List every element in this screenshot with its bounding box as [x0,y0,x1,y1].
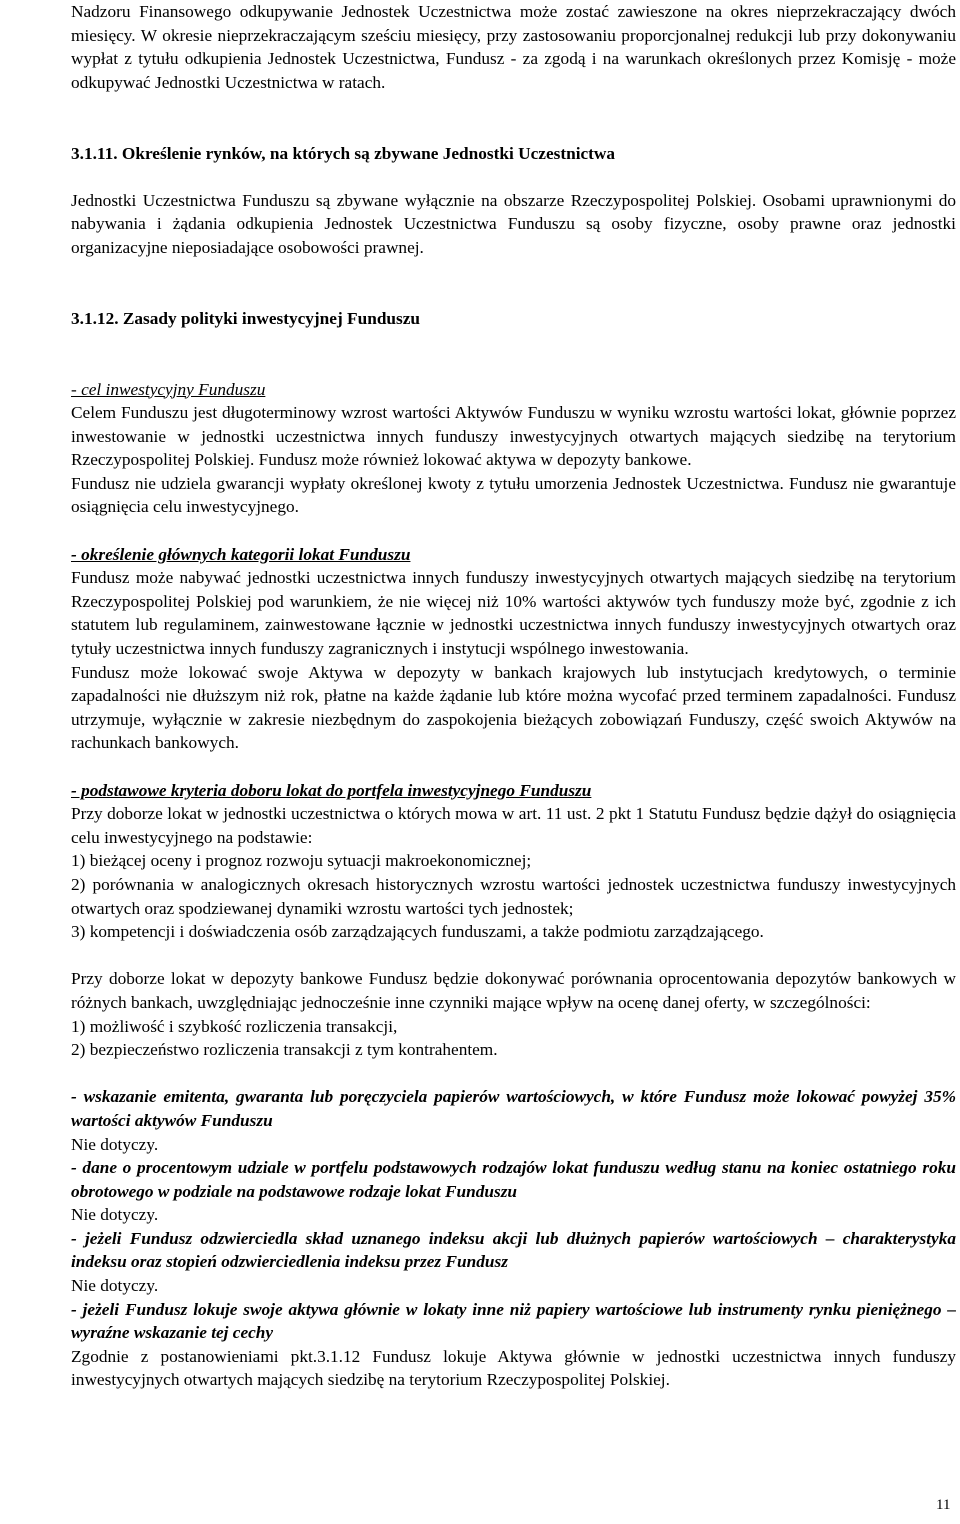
document-page [71,0,956,1392]
section-3-1-11-text: Jednostki Uczestnictwa Funduszu są zbywane wyłącznie na obszarze Rzeczypospolitej Polskiej. Osobami uprawnionymi do nabywania i żądania odkupienia Jednostek Uczestnictwa Funduszu są osoby fizyczne, osoby prawne oraz jednostki organizacyjne nieposiadające osobowości prawnej. [71,190,956,257]
kryteria-item: 1) bieżącej oceny i prognoz rozwoju sytuacji makroekonomicznej; [71,851,532,871]
indeks-title: - jeżeli Fundusz odzwierciedla skład uznanego indeksu akcji lub dłużnych papierów wartościowych – charakterystyka indeksu oraz stopień odzwierciedlenia indeksu przez Fundusz [71,1228,956,1272]
kryteria-paragraph-2: Przy doborze lokat w depozyty bankowe Fundusz będzie dokonywać porównania oprocentowania depozytów bankowych w różnych bankach, uwzględniając jednocześnie inne czynniki mające wpływ na ocenę danej oferty, w szczególności: [71,969,956,1012]
section-3-1-11-heading: 3.1.11. Określenie rynków, na których są zbywane Jednostki Uczestnictwa [71,143,616,163]
kryteria-item-2: 2) bezpieczeństwo rozliczenia transakcji z tym kontrahentem. [71,1040,498,1060]
cel-paragraph-1: Celem Funduszu jest długoterminowy wzrost wartości Aktywów Funduszu w wyniku wzrostu wartości lokat, głównie poprzez inwestowanie w jednostki uczestnictwa innych funduszy inwestycyjnych otwartych mających siedzibę na terytorium Rzeczypospolitej Polskiej. Fundusz może również lokować aktywa w depozyty bankowe. [71,403,956,470]
kryteria-item: 3) kompetencji i doświadczenia osób zarządzających funduszami, a także podmiotu zarządzającego. [71,922,764,942]
kryteria-title: - podstawowe kryteria doboru lokat do portfela inwestycyjnego Funduszu [71,780,592,800]
page-number: 11 [936,1497,951,1513]
intro-paragraph: Nadzoru Finansowego odkupywanie Jednostek Uczestnictwa może zostać zawieszone na okres nieprzekraczający dwóch miesięcy. W okresie nieprzekraczającym sześciu miesięcy, przy zastosowaniu proporcjonalnej redukcji lub przy dokonywaniu wypłat z tytułu odkupienia Jednostek Uczestnictwa, Fundusz - za zgodą i na warunkach określonych przez Komisję - może odkupywać Jednostki Uczestnictwa w ratach. [71,2,956,92]
indeks-text: Nie dotyczy. [71,1276,159,1296]
kategorie-title: - określenie głównych kategorii lokat Funduszu [71,544,411,564]
kryteria-item-2: 1) możliwość i szybkość rozliczenia transakcji, [71,1016,398,1036]
section-3-1-12-heading: 3.1.12. Zasady polityki inwestycyjnej Funduszu [71,308,421,328]
emitent-title: - wskazanie emitenta, gwaranta lub poręczyciela papierów wartościowych, w które Fundusz może lokować powyżej 35% wartości aktywów Funduszu [71,1087,956,1130]
emitent-text: Nie dotyczy. [71,1134,159,1154]
dane-text: Nie dotyczy. [71,1205,159,1225]
kategorie-paragraph-1: Fundusz może nabywać jednostki uczestnictwa innych funduszy inwestycyjnych otwartych mających siedzibę na terytorium Rzeczypospolitej Polskiej pod warunkiem, że nie więcej niż 10% wartości aktywów tych funduszy może być, zgodnie z ich statutem lub regulaminem, zainwestowane łącznie w jednostki uczestnictwa innych funduszy inwestycyjnych otwartych oraz tytuły uczestnictwa innych funduszy zagranicznych i instytucji wspólnego inwestowania. [71,568,956,659]
kryteria-paragraph-1: Przy doborze lokat w jednostki uczestnictwa o których mowa w art. 11 ust. 2 pkt 1 Statutu Fundusz będzie dążył do osiągnięcia celu inwestycyjnego na podstawie: [71,804,956,847]
cel-title: - cel inwestycyjny Funduszu [71,379,266,399]
lokaty-text: Zgodnie z postanowieniami pkt.3.1.12 Fundusz lokuje Aktywa głównie w jednostki uczestnictwa innych funduszy inwestycyjnych otwartych mających siedzibę na terytorium Rzeczypospolitej Polskiej. [71,1346,956,1390]
kategorie-paragraph-2: Fundusz może lokować swoje Aktywa w depozyty w bankach krajowych lub instytucjach kredytowych, o terminie zapadalności nie dłuższym niż rok, płatne na każde żądanie lub które można wycofać przed terminem zapadalności. Fundusz utrzymuje, wyłącznie w zakresie niezbędnym do zaspokojenia bieżących zobowiązań Funduszy, część swoich Aktywów na rachunkach bankowych. [71,662,956,753]
lokaty-title: - jeżeli Fundusz lokuje swoje aktywa głównie w lokaty inne niż papiery wartościowe lub instrumenty rynku pieniężnego – wyraźne wskazanie tej cechy [71,1299,956,1343]
kryteria-item: 2) porównania w analogicznych okresach historycznych wzrostu wartości jednostek uczestnictwa funduszy inwestycyjnych otwartych oraz spodziewanej dynamiki wzrostu wartości tych jednostek; [71,874,956,918]
cel-paragraph-2: Fundusz nie udziela gwarancji wypłaty określonej kwoty z tytułu umorzenia Jednostek Uczestnictwa. Fundusz nie gwarantuje osiągnięcia celu inwestycyjnego. [71,473,956,517]
dane-title: - dane o procentowym udziale w portfelu podstawowych rodzajów lokat funduszu według stanu na koniec ostatniego roku obrotowego w podziale na podstawowe rodzaje lokat Funduszu [71,1158,956,1201]
